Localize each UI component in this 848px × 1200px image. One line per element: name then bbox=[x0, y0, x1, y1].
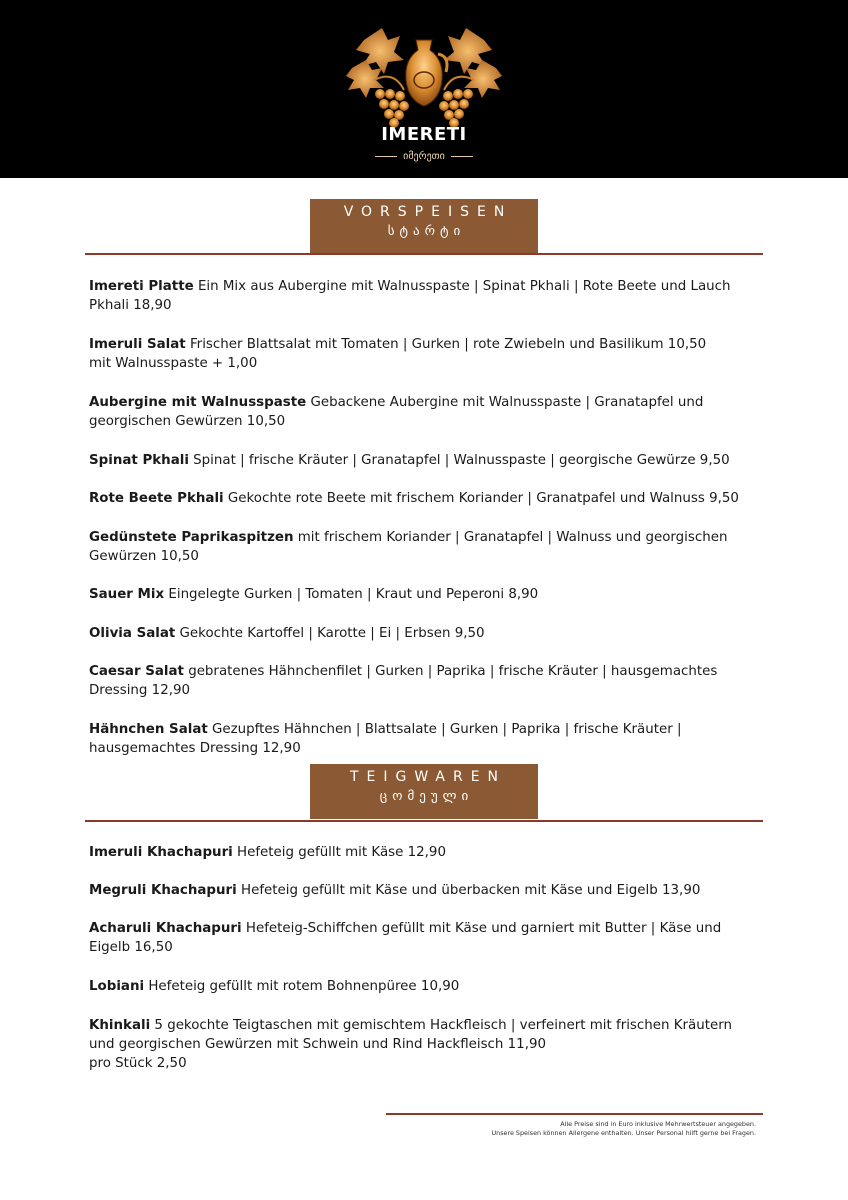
imereti-logo-icon bbox=[344, 10, 504, 170]
section-title: TEIGWAREN bbox=[349, 769, 507, 785]
menu-item-name: Rote Beete Pkhali bbox=[89, 491, 224, 506]
menu-item bbox=[89, 393, 759, 431]
menu-item-name: Khinkali bbox=[89, 1018, 151, 1033]
menu-item-description: Ein Mix aus Aubergine mit Walnusspaste | Spinat Pkhali | Rote Beete und Lauch bbox=[193, 279, 731, 294]
menu-item-name: Acharuli Khachapuri bbox=[89, 921, 242, 936]
section-header-vorspeisen bbox=[310, 199, 538, 254]
menu-item-continuation: Pkhali 18,90 bbox=[89, 298, 172, 313]
menu-item-description: Frischer Blattsalat mit Tomaten | Gurken | rote Zwiebeln und Basilikum 10,50 bbox=[185, 337, 707, 352]
menu-item-name: Caesar Salat bbox=[89, 664, 184, 679]
menu-item-description: Eingelegte Gurken | Tomaten | Kraut und Peperoni 8,90 bbox=[164, 587, 539, 602]
menu-item bbox=[89, 881, 759, 900]
menu-item bbox=[89, 977, 759, 996]
menu-item-continuation: Dressing 12,90 bbox=[89, 683, 191, 698]
section-subtitle: სტარტი bbox=[387, 224, 466, 239]
menu-item-name: Imeruli Khachapuri bbox=[89, 845, 233, 860]
header-banner bbox=[0, 0, 848, 178]
menu-item-description: Spinat | frische Kräuter | Granatapfel | Walnusspaste | georgische Gewürze 9,50 bbox=[188, 453, 730, 468]
section-divider bbox=[85, 253, 763, 255]
menu-item bbox=[89, 489, 759, 508]
section-title: VORSPEISEN bbox=[343, 204, 513, 220]
menu-item-name: Sauer Mix bbox=[89, 587, 165, 602]
footer-line-prices: Alle Preise sind in Euro inklusive Mehrwertsteuer angegeben. bbox=[560, 1120, 756, 1128]
menu-item-name: Lobiani bbox=[89, 979, 145, 994]
menu-item-description: Gekochte Kartoffel | Karotte | Ei | Erbsen 9,50 bbox=[175, 626, 485, 641]
menu-item-description: gebratenes Hähnchenfilet | Gurken | Paprika | frische Kräuter | hausgemachtes bbox=[183, 664, 718, 679]
menu-item bbox=[89, 1016, 759, 1073]
logo-subtitle-row bbox=[364, 148, 484, 164]
menu-item bbox=[89, 277, 759, 315]
menu-item-continuation: pro Stück 2,50 bbox=[89, 1056, 187, 1071]
menu-item bbox=[89, 528, 759, 566]
menu-item bbox=[89, 451, 759, 470]
menu-item-description: Hefeteig gefüllt mit rotem Bohnenpüree 10,90 bbox=[144, 979, 460, 994]
menu-item bbox=[89, 335, 759, 373]
menu-item-continuation: georgischen Gewürzen 10,50 bbox=[89, 414, 286, 429]
divider-right bbox=[451, 156, 473, 157]
menu-item-continuation: hausgemachtes Dressing 12,90 bbox=[89, 741, 301, 756]
menu-item-name: Imereti Platte bbox=[89, 279, 194, 294]
menu-item bbox=[89, 720, 759, 758]
menu-item-continuation: Gewürzen 10,50 bbox=[89, 549, 199, 564]
menu-item-description: Gebackene Aubergine mit Walnusspaste | Granatapfel und bbox=[306, 395, 704, 410]
menu-item-name: Aubergine mit Walnusspaste bbox=[89, 395, 307, 410]
menu-item-name: Olivia Salat bbox=[89, 626, 176, 641]
menu-item-continuation: und georgischen Gewürzen mit Schwein und Rind Hackfleisch 11,90 bbox=[89, 1037, 547, 1052]
section-divider bbox=[85, 820, 763, 822]
menu-item bbox=[89, 585, 759, 604]
menu-item-name: Hähnchen Salat bbox=[89, 722, 208, 737]
menu-item bbox=[89, 919, 759, 957]
section-subtitle: ცომეული bbox=[379, 789, 474, 804]
menu-item-name: Spinat Pkhali bbox=[89, 453, 189, 468]
menu-item-continuation: mit Walnusspaste + 1,00 bbox=[89, 356, 258, 371]
menu-item-description: Gezupftes Hähnchen | Blattsalate | Gurken | Paprika | frische Kräuter | bbox=[207, 722, 682, 737]
menu-item bbox=[89, 624, 759, 643]
footer-note bbox=[336, 1120, 756, 1138]
menu-item-name: Imeruli Salat bbox=[89, 337, 186, 352]
menu-item-description: mit frischem Koriander | Granatapfel | Walnuss und georgischen bbox=[293, 530, 728, 545]
menu-item-continuation: Eigelb 16,50 bbox=[89, 940, 173, 955]
logo-title: IMERETI bbox=[381, 124, 467, 145]
divider-left bbox=[375, 156, 397, 157]
menu-item-name: Megruli Khachapuri bbox=[89, 883, 237, 898]
footer-divider bbox=[386, 1113, 763, 1115]
footer-line-allergens: Unsere Speisen können Allergene enthalten. Unser Personal hilft gerne bei Fragen. bbox=[491, 1129, 756, 1137]
logo-subtitle: იმერეთი bbox=[403, 150, 445, 162]
menu-item-description: Gekochte rote Beete mit frischem Koriander | Granatpafel und Walnuss 9,50 bbox=[223, 491, 739, 506]
menu-item bbox=[89, 662, 759, 700]
menu-item-name: Gedünstete Paprikaspitzen bbox=[89, 530, 294, 545]
menu-item-description: 5 gekochte Teigtaschen mit gemischtem Hackfleisch | verfeinert mit frischen Kräutern bbox=[150, 1018, 732, 1033]
menu-item-description: Hefeteig gefüllt mit Käse und überbacken mit Käse und Eigelb 13,90 bbox=[236, 883, 701, 898]
menu-item-description: Hefeteig gefüllt mit Käse 12,90 bbox=[232, 845, 446, 860]
menu-item bbox=[89, 843, 759, 862]
section-header-teigwaren bbox=[310, 764, 538, 819]
menu-item-description: Hefeteig-Schiffchen gefüllt mit Käse und garniert mit Butter | Käse und bbox=[241, 921, 722, 936]
